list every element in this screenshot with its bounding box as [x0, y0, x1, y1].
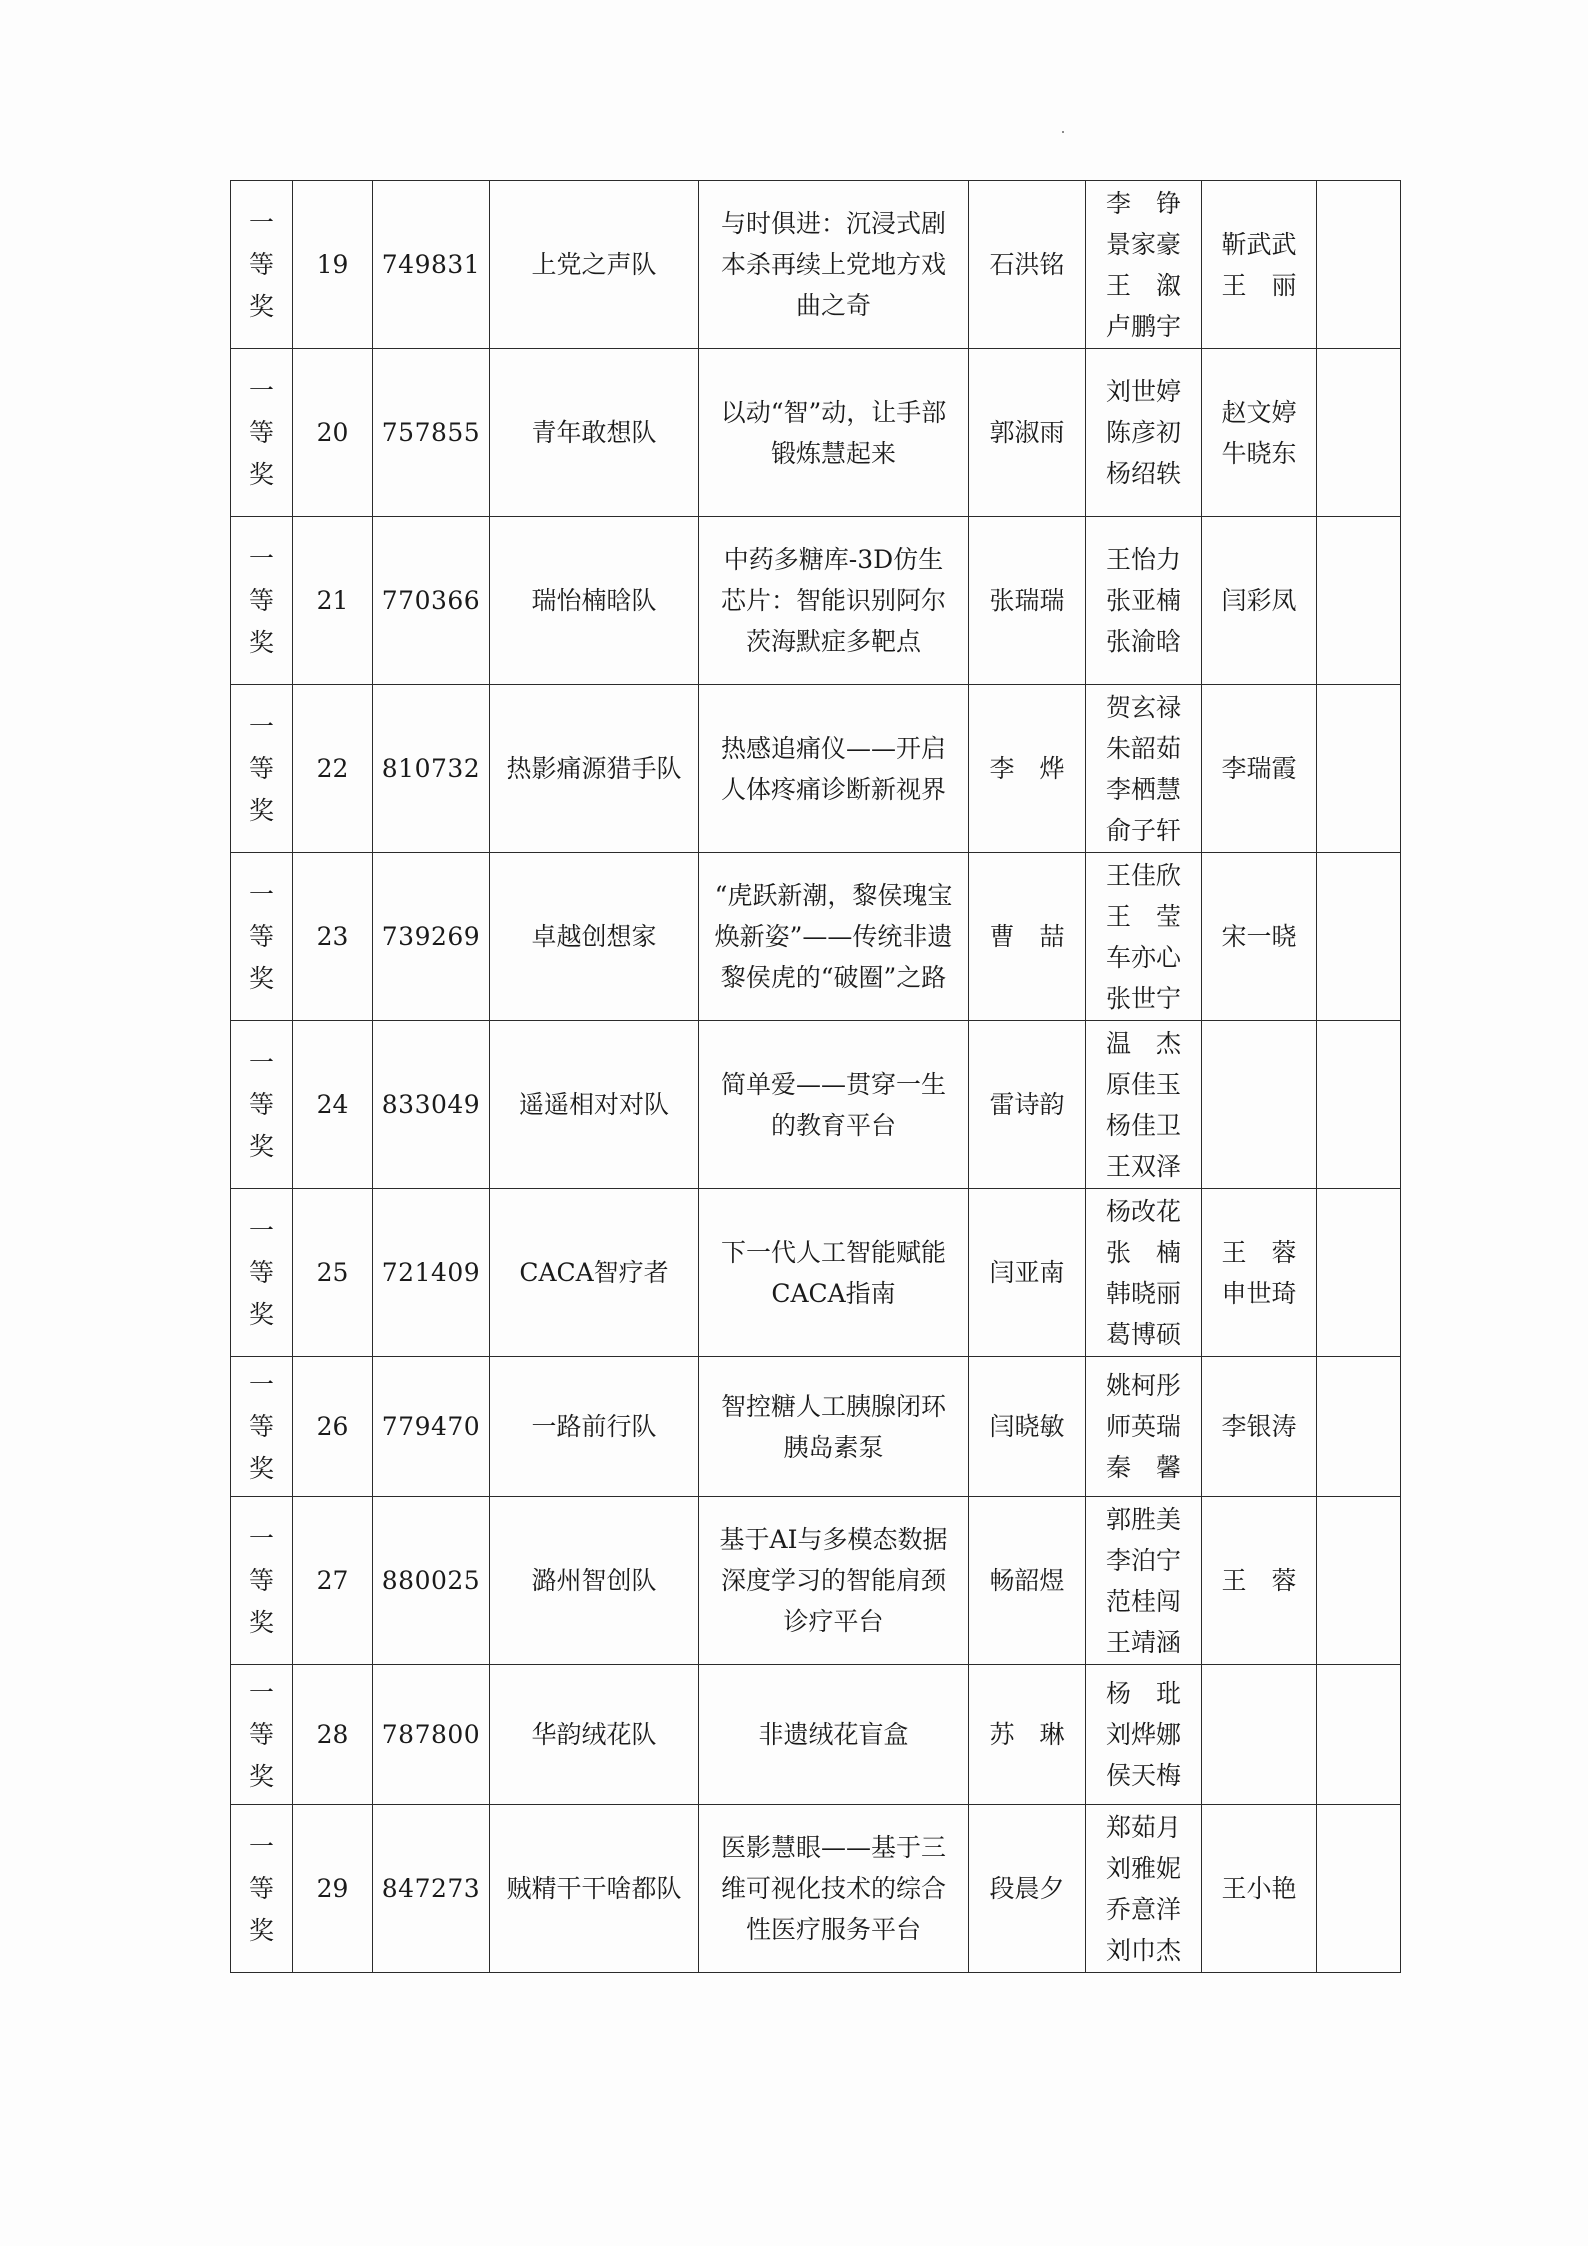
project-code-cell: 749831 [373, 181, 490, 349]
award-level-char: 等 [248, 1411, 274, 1441]
team-leader-cell: 苏 琳 [969, 1665, 1086, 1805]
project-title-cell: 与时俱进：沉浸式剧本杀再续上党地方戏曲之奇 [699, 181, 969, 349]
member-name: 杨佳卫 [1105, 1110, 1181, 1140]
serial-number-cell: 22 [293, 685, 373, 853]
member-name: 杨改花 [1105, 1196, 1181, 1226]
advisors-cell [1202, 1805, 1317, 1973]
member-name: 杨绍轶 [1105, 459, 1181, 488]
award-level-cell [231, 853, 293, 1021]
member-name: 贺玄禄 [1105, 692, 1181, 722]
award-level-char: 等 [248, 417, 274, 447]
advisor-name: 王 丽 [1221, 270, 1297, 300]
advisor-name: 王 蓉 [1221, 1237, 1297, 1267]
award-level-char: 奖 [248, 627, 274, 657]
award-level-char: 一 [248, 1047, 274, 1077]
team-name-cell: CACA智疗者 [490, 1189, 699, 1357]
award-level-cell [231, 349, 293, 517]
table-row [231, 181, 1401, 349]
award-level-cell [231, 1665, 293, 1805]
table-row [231, 685, 1401, 853]
advisors-cell [1202, 1497, 1317, 1665]
team-members-cell [1086, 853, 1202, 1021]
member-name: 张 楠 [1105, 1237, 1181, 1267]
serial-number-cell: 27 [293, 1497, 373, 1665]
member-name: 葛博硕 [1105, 1319, 1181, 1349]
table-row [231, 1021, 1401, 1189]
team-members-cell [1086, 1805, 1202, 1973]
member-name: 俞子轩 [1105, 815, 1181, 845]
award-level-char: 等 [248, 1873, 274, 1903]
team-leader-cell: 石洪铭 [969, 181, 1086, 349]
project-title-cell: 以动“智”动，让手部锻炼慧起来 [699, 349, 969, 517]
team-name-cell: 热影痛源猎手队 [490, 685, 699, 853]
award-level-char: 一 [248, 1215, 274, 1245]
team-name-cell: 卓越创想家 [490, 853, 699, 1021]
member-name: 王佳欣 [1105, 860, 1181, 890]
advisors-cell [1202, 1665, 1317, 1805]
advisors-cell [1202, 1189, 1317, 1357]
award-level-cell [231, 181, 293, 349]
team-name-cell: 瑞怡楠晗队 [490, 517, 699, 685]
member-name: 乔意洋 [1105, 1894, 1181, 1924]
award-level-cell [231, 517, 293, 685]
team-name-cell: 一路前行队 [490, 1357, 699, 1497]
member-name: 李栖慧 [1105, 774, 1181, 804]
project-code-cell: 880025 [373, 1497, 490, 1665]
project-code-cell: 757855 [373, 349, 490, 517]
award-level-char: 奖 [248, 1131, 274, 1161]
team-members-cell [1086, 685, 1202, 853]
member-name: 王怡力 [1105, 545, 1181, 574]
advisors-cell [1202, 1021, 1317, 1189]
member-name: 陈彦初 [1105, 418, 1181, 447]
team-leader-cell: 张瑞瑞 [969, 517, 1086, 685]
member-name: 李 铮 [1105, 188, 1181, 218]
award-level-char: 一 [248, 1831, 274, 1861]
team-name-cell: 贼精干干啥都队 [490, 1805, 699, 1973]
award-level-char: 等 [248, 1565, 274, 1595]
table-row [231, 1497, 1401, 1665]
project-title-cell: 下一代人工智能赋能CACA指南 [699, 1189, 969, 1357]
award-level-char: 奖 [248, 1299, 274, 1329]
member-name: 郭胜美 [1105, 1504, 1181, 1534]
team-members-cell [1086, 1357, 1202, 1497]
team-members-cell [1086, 1497, 1202, 1665]
advisor-name: 牛晓东 [1221, 438, 1297, 468]
table-row [231, 853, 1401, 1021]
team-name-cell: 上党之声队 [490, 181, 699, 349]
serial-number-cell: 29 [293, 1805, 373, 1973]
project-code-cell: 787800 [373, 1665, 490, 1805]
table-row [231, 1805, 1401, 1973]
member-name: 王 莹 [1105, 901, 1181, 931]
award-level-char: 一 [248, 711, 274, 741]
member-name: 原佳玉 [1105, 1069, 1181, 1099]
member-name: 韩晓丽 [1105, 1278, 1181, 1308]
team-leader-cell: 闫亚南 [969, 1189, 1086, 1357]
award-level-char: 奖 [248, 291, 274, 321]
advisor-name: 李瑞霞 [1221, 754, 1297, 783]
project-title-cell: “虎跃新潮，黎侯瑰宝焕新姿”——传统非遗黎侯虎的“破圈”之路 [699, 853, 969, 1021]
award-level-char: 一 [248, 1523, 274, 1553]
member-name: 秦 馨 [1105, 1453, 1181, 1482]
table-row [231, 1189, 1401, 1357]
remark-cell [1317, 1805, 1401, 1973]
serial-number-cell: 21 [293, 517, 373, 685]
member-name: 杨 玭 [1105, 1679, 1181, 1708]
award-level-cell [231, 1357, 293, 1497]
team-leader-cell: 曹 喆 [969, 853, 1086, 1021]
team-members-cell [1086, 1189, 1202, 1357]
member-name: 王 溆 [1105, 270, 1181, 300]
team-members-cell [1086, 181, 1202, 349]
team-leader-cell: 畅韶煜 [969, 1497, 1086, 1665]
advisors-cell [1202, 685, 1317, 853]
team-name-cell: 潞州智创队 [490, 1497, 699, 1665]
award-level-char: 等 [248, 1257, 274, 1287]
member-name: 温 杰 [1105, 1028, 1181, 1058]
award-level-char: 等 [248, 921, 274, 951]
project-code-cell: 779470 [373, 1357, 490, 1497]
member-name: 李泊宁 [1105, 1545, 1181, 1575]
award-level-char: 奖 [248, 1607, 274, 1637]
award-level-char: 等 [248, 585, 274, 615]
award-level-char: 一 [248, 207, 274, 237]
project-code-cell: 739269 [373, 853, 490, 1021]
serial-number-cell: 19 [293, 181, 373, 349]
project-code-cell: 770366 [373, 517, 490, 685]
advisor-name: 闫彩凤 [1221, 586, 1297, 615]
award-level-char: 一 [248, 879, 274, 909]
project-code-cell: 847273 [373, 1805, 490, 1973]
table-row [231, 517, 1401, 685]
team-leader-cell: 闫晓敏 [969, 1357, 1086, 1497]
scan-speck [1062, 131, 1064, 133]
project-code-cell: 833049 [373, 1021, 490, 1189]
team-leader-cell: 李 烨 [969, 685, 1086, 853]
member-name: 车亦心 [1105, 942, 1181, 972]
remark-cell [1317, 853, 1401, 1021]
serial-number-cell: 28 [293, 1665, 373, 1805]
member-name: 刘雅妮 [1105, 1853, 1181, 1883]
award-level-char: 一 [248, 375, 274, 405]
project-title-cell: 中药多糖库-3D仿生芯片：智能识别阿尔茨海默症多靶点 [699, 517, 969, 685]
advisor-name: 王 蓉 [1221, 1566, 1297, 1595]
serial-number-cell: 26 [293, 1357, 373, 1497]
team-members-cell [1086, 349, 1202, 517]
award-level-cell [231, 1497, 293, 1665]
advisor-name: 靳武武 [1221, 229, 1297, 259]
award-level-char: 等 [248, 753, 274, 783]
remark-cell [1317, 1189, 1401, 1357]
team-leader-cell: 雷诗韵 [969, 1021, 1086, 1189]
award-level-char: 奖 [248, 1453, 274, 1483]
team-name-cell: 遥遥相对对队 [490, 1021, 699, 1189]
remark-cell [1317, 1497, 1401, 1665]
team-name-cell: 华韵绒花队 [490, 1665, 699, 1805]
team-members-cell [1086, 1665, 1202, 1805]
member-name: 张渝晗 [1105, 627, 1181, 656]
member-name: 刘烨娜 [1105, 1720, 1181, 1749]
serial-number-cell: 25 [293, 1189, 373, 1357]
member-name: 范桂闯 [1105, 1586, 1181, 1616]
award-level-cell [231, 1805, 293, 1973]
member-name: 侯天梅 [1105, 1761, 1181, 1790]
table-row [231, 1665, 1401, 1805]
project-title-cell: 热感追痛仪——开启人体疼痛诊断新视界 [699, 685, 969, 853]
member-name: 王靖涵 [1105, 1627, 1181, 1657]
award-level-char: 等 [248, 1089, 274, 1119]
remark-cell [1317, 1665, 1401, 1805]
award-level-char: 奖 [248, 1761, 274, 1791]
remark-cell [1317, 1021, 1401, 1189]
award-level-char: 奖 [248, 963, 274, 993]
table-row [231, 1357, 1401, 1497]
advisor-name: 申世琦 [1221, 1278, 1297, 1308]
member-name: 张亚楠 [1105, 586, 1181, 615]
advisors-cell [1202, 517, 1317, 685]
remark-cell [1317, 349, 1401, 517]
project-title-cell: 医影慧眼——基于三维可视化技术的综合性医疗服务平台 [699, 1805, 969, 1973]
team-members-cell [1086, 1021, 1202, 1189]
award-level-char: 等 [248, 1719, 274, 1749]
advisor-name: 李银涛 [1221, 1412, 1297, 1441]
award-level-cell [231, 1021, 293, 1189]
member-name: 姚柯彤 [1105, 1371, 1181, 1400]
member-name: 王双泽 [1105, 1151, 1181, 1181]
remark-cell [1317, 517, 1401, 685]
member-name: 师英瑞 [1105, 1412, 1181, 1441]
advisor-name: 宋一晓 [1221, 922, 1297, 951]
award-level-char: 奖 [248, 459, 274, 489]
serial-number-cell: 20 [293, 349, 373, 517]
member-name: 卢鹏宇 [1105, 311, 1181, 341]
award-level-char: 奖 [248, 1915, 274, 1945]
member-name: 景家豪 [1105, 229, 1181, 259]
advisor-name: 赵文婷 [1221, 397, 1297, 427]
advisors-cell [1202, 349, 1317, 517]
member-name: 刘世婷 [1105, 377, 1181, 406]
team-leader-cell: 段晨夕 [969, 1805, 1086, 1973]
award-level-char: 一 [248, 543, 274, 573]
advisors-cell [1202, 853, 1317, 1021]
award-level-char: 等 [248, 249, 274, 279]
team-name-cell: 青年敢想队 [490, 349, 699, 517]
award-level-char: 一 [248, 1677, 274, 1707]
serial-number-cell: 24 [293, 1021, 373, 1189]
project-code-cell: 721409 [373, 1189, 490, 1357]
project-title-cell: 简单爱——贯穿一生的教育平台 [699, 1021, 969, 1189]
awards-table-body [231, 181, 1401, 1973]
member-name: 刘巾杰 [1105, 1935, 1181, 1965]
advisors-cell [1202, 1357, 1317, 1497]
advisor-name: 王小艳 [1221, 1874, 1297, 1903]
member-name: 张世宁 [1105, 983, 1181, 1013]
member-name: 郑茹月 [1105, 1812, 1181, 1842]
serial-number-cell: 23 [293, 853, 373, 1021]
award-level-char: 一 [248, 1369, 274, 1399]
award-level-cell [231, 1189, 293, 1357]
remark-cell [1317, 1357, 1401, 1497]
award-level-char: 奖 [248, 795, 274, 825]
remark-cell [1317, 685, 1401, 853]
remark-cell [1317, 181, 1401, 349]
project-title-cell: 非遗绒花盲盒 [699, 1665, 969, 1805]
member-name: 朱韶茹 [1105, 733, 1181, 763]
award-level-cell [231, 685, 293, 853]
project-title-cell: 智控糖人工胰腺闭环胰岛素泵 [699, 1357, 969, 1497]
team-leader-cell: 郭淑雨 [969, 349, 1086, 517]
project-code-cell: 810732 [373, 685, 490, 853]
table-row [231, 349, 1401, 517]
advisors-cell [1202, 181, 1317, 349]
team-members-cell [1086, 517, 1202, 685]
project-title-cell: 基于AI与多模态数据深度学习的智能肩颈诊疗平台 [699, 1497, 969, 1665]
awards-table [230, 180, 1401, 1973]
